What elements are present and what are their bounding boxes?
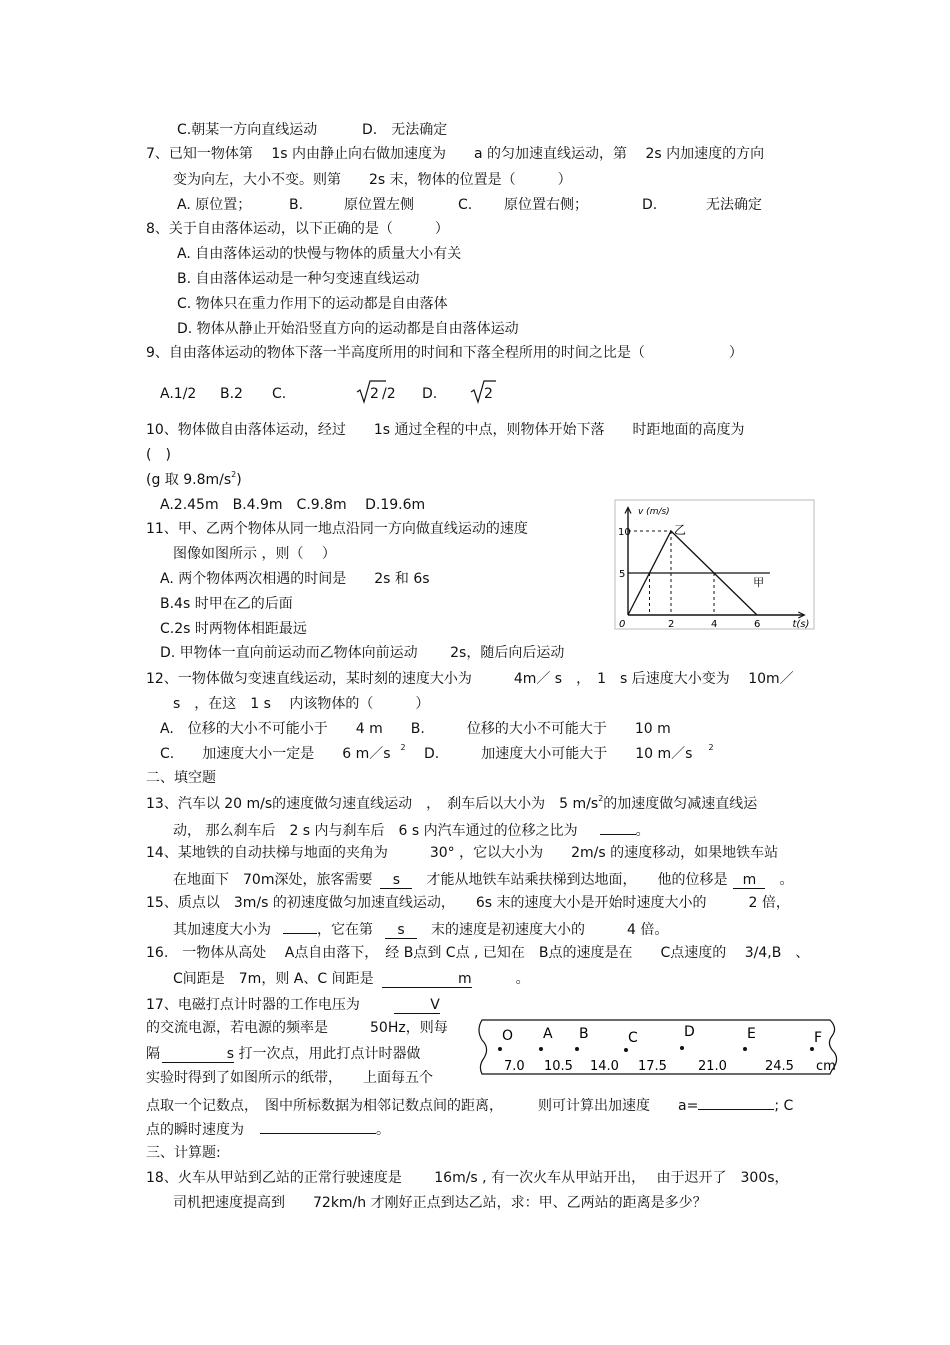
tape-dot-D xyxy=(680,1046,684,1050)
section-fill-in-title: 二、填空题 xyxy=(146,770,216,786)
q14-stem-line1: 14、某地铁的自动扶梯与地面的夹角为 30° ，它以大小为 2m/s 的速度移动，如果地铁车站 xyxy=(146,845,779,861)
q9-option-d-radicand: 2 xyxy=(484,386,493,402)
tape-distance-4: 21.0 xyxy=(698,1059,727,1074)
tape-dot-A xyxy=(539,1047,543,1051)
tape-distance-0: 7.0 xyxy=(504,1059,525,1074)
q14-time-blank[interactable]: s xyxy=(380,872,412,889)
y-tick-5: 5 xyxy=(619,569,626,580)
q13-stem-line2: 动， 那么刹车后 2 s 内与刹车后 6 s 内汽车通过的位移之比为 。 xyxy=(173,823,650,839)
q7-option-d-text: 无法确定 xyxy=(706,197,762,213)
q11-stem-line1: 11、甲、乙两个物体从同一地点沿同一方向做直线运动的速度 xyxy=(146,521,528,537)
q17-stem-line3: 隔 s 打一次点，用此打点计时器做 xyxy=(146,1046,421,1062)
q7-option-c-letter: C. xyxy=(458,197,473,213)
tape-point-label-B: B xyxy=(579,1026,589,1042)
q15-time-blank[interactable]: s xyxy=(385,922,417,939)
q15-stem-line2: 其加速度大小为 ，它在第 s 末的速度是初速度大小的 4 倍。 xyxy=(173,922,669,938)
q7-stem-line2: 变为向左，大小不变。则第 2s 末，物体的位置是（ ） xyxy=(173,172,572,188)
q11-option-d: D. 甲物体一直向前运动而乙物体向前运动 2s，随后向后运动 xyxy=(160,645,565,661)
tape-marks xyxy=(498,1024,836,1074)
q8-option-c: C. 物体只在重力作用下的运动都是自由落体 xyxy=(177,296,448,312)
q9-option-c-letter: C. xyxy=(272,386,287,402)
y-tick-10: 10 xyxy=(618,527,631,538)
graph-series xyxy=(628,531,770,615)
q8-option-a: A. 自由落体运动的快慢与物体的质量大小有关 xyxy=(177,246,462,262)
q14-displacement-blank[interactable]: m xyxy=(733,872,765,889)
tape-point-label-E: E xyxy=(747,1026,756,1042)
q10-stem-line3: (g 取 $9.8m/s^2$) xyxy=(146,470,242,488)
series-yi-label: 乙 xyxy=(674,523,687,537)
graph-axes xyxy=(625,507,804,618)
q11-stem-line2: 图像如图所示 ，则（ ） xyxy=(173,546,336,562)
q15-acceleration-blank[interactable] xyxy=(283,921,317,934)
q10-stem-line1: 10、物体做自由落体运动，经过 1s 通过全程的中点，则物体开始下落 时距地面的高度为 xyxy=(146,422,745,438)
tape-point-label-F: F xyxy=(814,1030,823,1046)
tape-dot-E xyxy=(743,1047,747,1051)
x-tick-6: 6 xyxy=(754,619,761,630)
q10-options: A.2.45m B.4.9m C.9.8m D.19.6m xyxy=(160,497,426,513)
q16-stem-line2: C间距是 7m，则 A、C 间距是 m 。 xyxy=(173,971,530,987)
q17-voltage-blank[interactable]: V xyxy=(394,997,440,1014)
q11-option-b: B.4s 时甲在乙的后面 xyxy=(160,596,293,612)
q17-acceleration-blank[interactable] xyxy=(698,1097,774,1110)
q17-stem-line6: 点的瞬时速度为 。 xyxy=(146,1122,390,1138)
q9-stem: 9、自由落体运动的物体下落一半高度所用的时间和下落全程所用的时间之比是（ ） xyxy=(146,345,743,361)
q9-option-c-radicand: 2 xyxy=(370,386,379,402)
q9-option-b: B.2 xyxy=(220,386,243,402)
q8-stem: 8、关于自由落体运动，以下正确的是（ ） xyxy=(146,221,449,237)
tape-distance-2: 14.0 xyxy=(590,1059,619,1074)
q17-velocity-blank[interactable] xyxy=(260,1121,376,1134)
tape-dot-F xyxy=(810,1047,814,1051)
tape-point-label-C: C xyxy=(628,1030,638,1046)
q11-option-c: C.2s 时两物体相距最远 xyxy=(160,621,307,637)
paper-tape-figure xyxy=(478,1018,848,1080)
tape-distance-3: 17.5 xyxy=(638,1059,667,1074)
q17-stem-line4: 实验时得到了如图所示的纸带， 上面每五个 xyxy=(146,1070,433,1086)
q12-option-a-b: A. 位移的大小不可能小于 4 m B. 位移的大小不可能大于 10 m xyxy=(160,721,671,737)
q18-stem-line2: 司机把速度提高到 72km/h 才刚好正点到达乙站，求：甲、乙两站的距离是多少？ xyxy=(173,1195,707,1211)
q9-option-a: A.1/2 xyxy=(160,386,197,402)
tape-dot-O xyxy=(498,1047,502,1051)
q14-stem-line2: 在地面下 70m深处，旅客需要 s 才能从地铁车站乘扶梯到达地面， 他的位移是 m 。 xyxy=(173,872,794,888)
q6-option-d: D. 无法确定 xyxy=(362,122,448,138)
tape-unit: cm xyxy=(816,1059,836,1074)
q7-option-d-letter: D. xyxy=(642,197,658,213)
q7-option-a: A. 原位置； xyxy=(177,197,252,213)
q12-stem-line1: 12、一物体做匀变速直线运动，某时刻的速度大小为 4m／ s ， 1 s 后速度大小变为 10m／ xyxy=(146,671,794,687)
tape-distance-5: 24.5 xyxy=(765,1059,794,1074)
q6-option-c: C.朝某一方向直线运动 xyxy=(177,122,318,138)
q17-stem-line5: 点取一个记数点， 图中所标数据为相邻记数点间的距离， 则可计算出加速度 a= ; C xyxy=(146,1098,794,1114)
x-tick-2: 2 xyxy=(668,619,675,630)
q16-distance-blank[interactable]: m xyxy=(382,971,472,988)
y-axis-label: v (m/s) xyxy=(638,507,670,517)
q17-interval-blank[interactable]: s xyxy=(162,1046,234,1063)
x-axis-label: t(s) xyxy=(792,619,810,630)
tape-point-label-A: A xyxy=(543,1026,553,1042)
q16-stem-line1: 16. 一物体从高处 A点自由落下， 经 B点到 C点 , 已知在 B点的速度是在 C点速度的 3/4,B 、 xyxy=(146,945,810,961)
tape-dot-C xyxy=(624,1048,628,1052)
q18-stem-line1: 18、火车从甲站到乙站的正常行驶速度是 16m/s , 有一次火车从甲站开出， 由于迟开了 300s， xyxy=(146,1170,789,1186)
q7-stem-line1: 7、已知一物体第 1s 内由静止向右做加速度为 a 的匀加速直线运动，第 2s 内加速度的方向 xyxy=(146,146,765,162)
tape-distance-1: 10.5 xyxy=(544,1059,573,1074)
q8-option-d: D. 物体从静止开始沿竖直方向的运动都是自由落体运动 xyxy=(177,321,519,337)
tape-point-label-D: D xyxy=(684,1024,695,1040)
q9-option-c-denominator: /2 xyxy=(382,386,396,402)
q17-stem-line2: 的交流电源，若电源的频率是 50Hz，则每 xyxy=(146,1020,448,1036)
q7-option-c-text: 原位置右侧； xyxy=(504,197,588,213)
q12-option-d: D. 加速度大小可能大于 10 m／s $^2$ xyxy=(424,743,714,762)
q13-answer-blank[interactable] xyxy=(600,822,636,835)
q12-stem-line2: s ，在这 1 s 内该物体的（ ） xyxy=(173,696,430,712)
tape-point-label-O: O xyxy=(502,1028,514,1044)
tape-dot-B xyxy=(575,1047,579,1051)
origin-label: 0 xyxy=(619,619,626,630)
q8-option-b: B. 自由落体运动是一种匀变速直线运动 xyxy=(177,271,420,287)
q9-option-d-letter: D. xyxy=(422,386,438,402)
q10-stem-line2: ( ) xyxy=(146,447,171,463)
section-calculation-title: 三、计算题: xyxy=(146,1145,221,1161)
x-tick-4: 4 xyxy=(711,619,718,630)
series-jia-label: 甲 xyxy=(753,576,765,589)
q7-option-b-letter: B. xyxy=(289,197,304,213)
velocity-time-graph xyxy=(615,500,815,630)
q15-stem-line1: 15、质点以 3m/s 的初速度做匀加速直线运动， 6s 末的速度大小是开始时速度大小的 2 倍， xyxy=(146,895,790,911)
q13-stem-line1: 13、汽车以 20 m/s的速度做匀速直线运动 ， 刹车后以大小为 5 $m/s^2$的加速度做匀减速直线运 xyxy=(146,794,758,812)
q7-option-b-text: 原位置左侧 xyxy=(344,197,414,213)
q12-option-c: C. 加速度大小一定是 6 m／s $^2$ xyxy=(160,743,406,762)
q17-stem-line1: 17、电磁打点计时器的工作电压为 V xyxy=(146,997,440,1013)
q11-option-a: A. 两个物体两次相遇的时间是 2s 和 6s xyxy=(160,571,430,587)
